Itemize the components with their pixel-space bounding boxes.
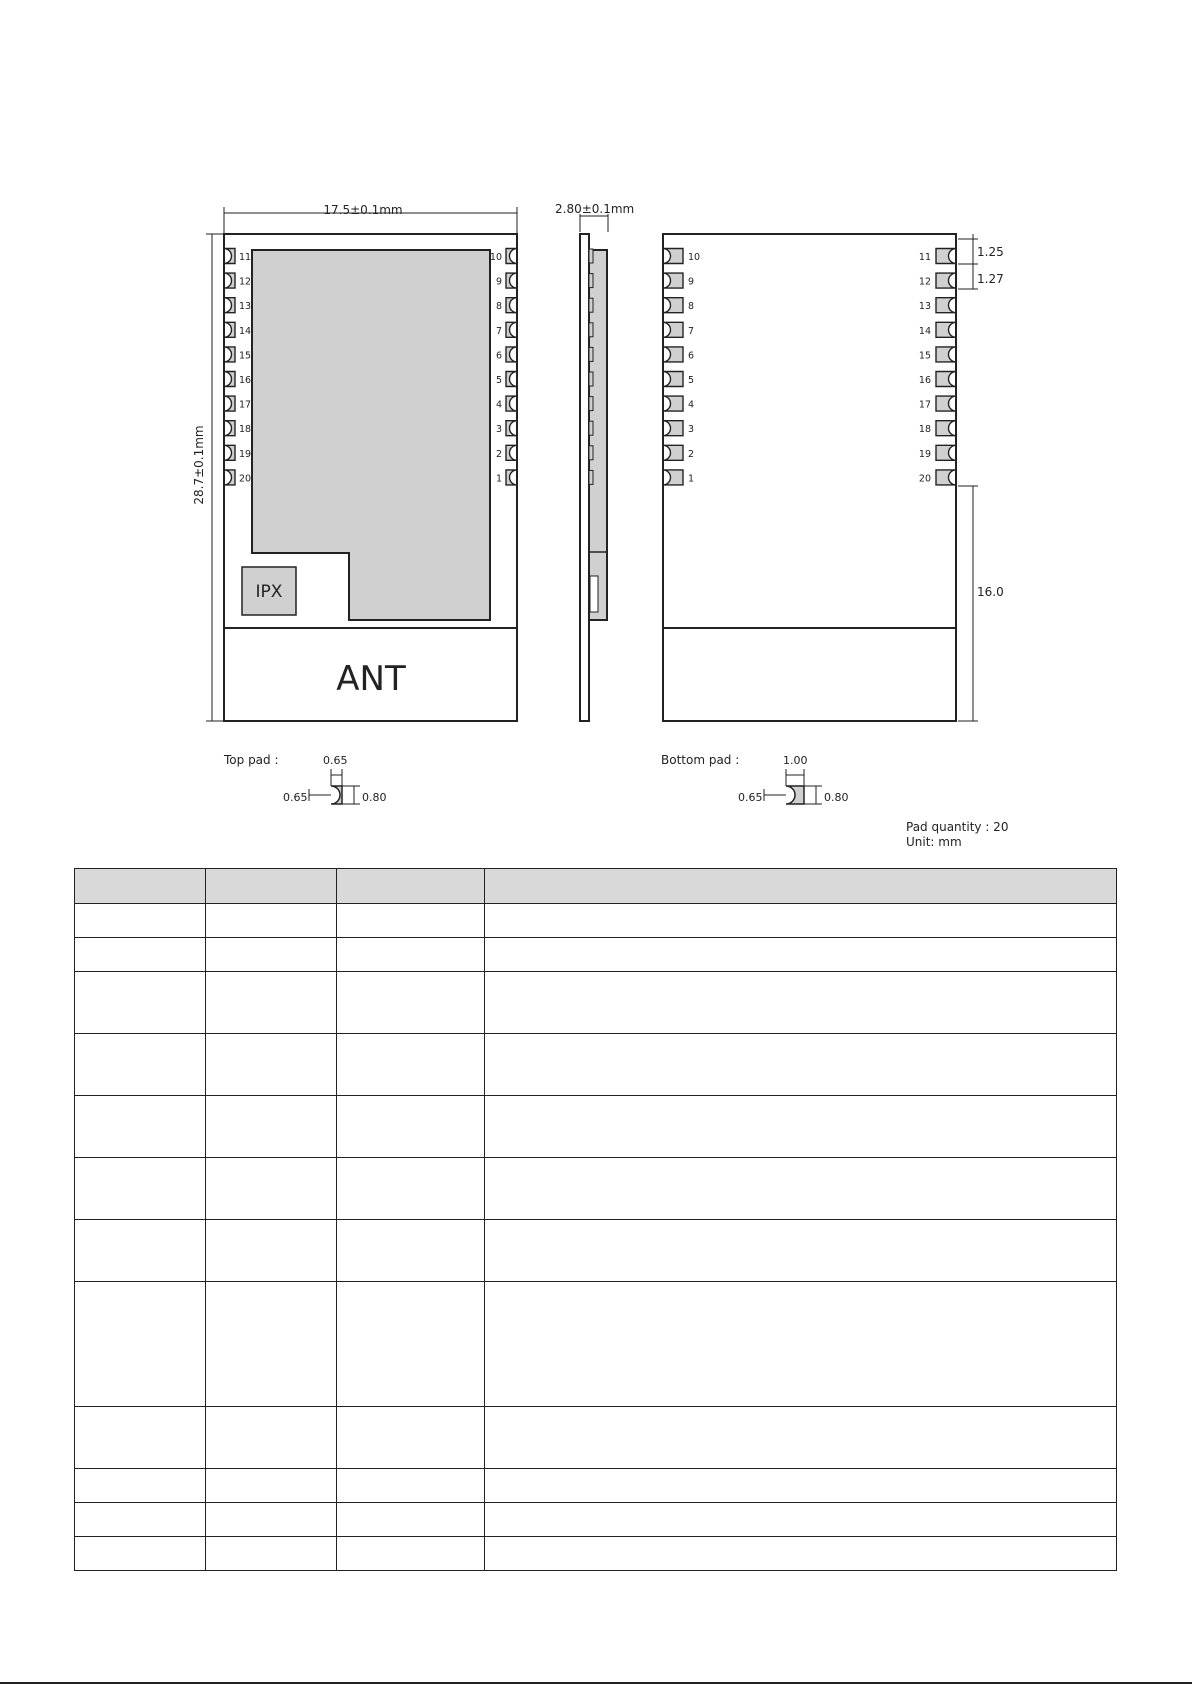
pin-number-label: 4 bbox=[495, 399, 502, 411]
pin-number-label: 15 bbox=[239, 350, 252, 362]
table-cell bbox=[206, 1407, 337, 1469]
table-cell bbox=[337, 1503, 485, 1537]
pin-number-label: 9 bbox=[688, 276, 695, 288]
pin-number-label: 11 bbox=[239, 252, 252, 263]
pin-number-label: 16 bbox=[239, 375, 252, 386]
top-pad-height-label: 0.80 bbox=[362, 791, 387, 804]
side-pad-tick bbox=[589, 323, 593, 337]
table-cell bbox=[485, 1537, 1117, 1571]
table-cell bbox=[75, 1096, 206, 1158]
table-cell bbox=[75, 1220, 206, 1282]
pin-number-label: 14 bbox=[918, 325, 931, 337]
table-cell bbox=[485, 1282, 1117, 1407]
side-pad-tick bbox=[589, 347, 593, 361]
pin-number-label: 5 bbox=[495, 375, 502, 386]
pin-number-label: 3 bbox=[495, 424, 502, 436]
pin-number-label: 12 bbox=[239, 276, 252, 288]
table-cell bbox=[485, 1503, 1117, 1537]
table-cell bbox=[485, 1469, 1117, 1503]
top-pad-left-label: 0.65 bbox=[283, 791, 308, 804]
side-pad-tick bbox=[589, 470, 593, 484]
table-row bbox=[75, 972, 1117, 1034]
top-view bbox=[192, 203, 517, 721]
side-pad-tick bbox=[589, 421, 593, 435]
top-pad-shape bbox=[331, 786, 342, 804]
pin-number-label: 16 bbox=[918, 375, 931, 386]
top-pad-detail bbox=[223, 753, 387, 804]
pin-number-label: 15 bbox=[918, 350, 931, 362]
table-cell bbox=[485, 1096, 1117, 1158]
ipx-label: IPX bbox=[255, 582, 283, 602]
first-pin-offset-label: 1.25 bbox=[977, 245, 1004, 259]
table-cell bbox=[206, 1034, 337, 1096]
pin-number-label: 7 bbox=[688, 325, 695, 337]
table-header-cell bbox=[206, 869, 337, 904]
pin-number-label: 17 bbox=[918, 399, 931, 411]
bottom-clearance-label: 16.0 bbox=[977, 585, 1004, 599]
table-cell bbox=[75, 1158, 206, 1220]
table-cell bbox=[75, 904, 206, 938]
table-row bbox=[75, 1503, 1117, 1537]
table-cell bbox=[485, 904, 1117, 938]
table-row bbox=[75, 938, 1117, 972]
antenna-label: ANT bbox=[336, 659, 406, 699]
table-header-cell bbox=[485, 869, 1117, 904]
pin-number-label: 13 bbox=[918, 301, 931, 313]
table-cell bbox=[337, 1034, 485, 1096]
pin-number-label: 6 bbox=[688, 350, 695, 362]
table-cell bbox=[206, 1158, 337, 1220]
bottom-view bbox=[663, 234, 1004, 721]
pin-number-label: 20 bbox=[918, 473, 931, 485]
pin-number-label: 14 bbox=[239, 325, 252, 337]
pin-number-label: 1 bbox=[495, 473, 502, 485]
side-pad-tick bbox=[589, 298, 593, 312]
table-cell bbox=[206, 1503, 337, 1537]
pin-number-label: 8 bbox=[688, 301, 695, 313]
unit-note: Unit: mm bbox=[906, 835, 962, 849]
table-cell bbox=[337, 972, 485, 1034]
pad-quantity-note: Pad quantity : 20 bbox=[906, 820, 1009, 834]
bottom-pad-height-label: 0.80 bbox=[824, 791, 849, 804]
table-cell bbox=[206, 938, 337, 972]
pin-number-label: 18 bbox=[918, 424, 931, 436]
pin-number-label: 20 bbox=[239, 473, 252, 485]
pin-number-label: 1 bbox=[688, 473, 695, 485]
table-cell bbox=[75, 1537, 206, 1571]
table-cell bbox=[337, 1469, 485, 1503]
pin-number-label: 12 bbox=[918, 276, 931, 288]
pin-number-label: 2 bbox=[688, 448, 695, 460]
table-cell bbox=[206, 904, 337, 938]
table-cell bbox=[337, 1220, 485, 1282]
table-cell bbox=[337, 904, 485, 938]
pin-number-label: 7 bbox=[495, 325, 502, 337]
table-cell bbox=[206, 1537, 337, 1571]
pin-number-label: 19 bbox=[918, 448, 931, 460]
table-cell bbox=[337, 938, 485, 972]
width-dimension-label: 17.5±0.1mm bbox=[323, 203, 403, 217]
top-pad-label: Top pad : bbox=[224, 753, 279, 767]
pin-number-label: 18 bbox=[239, 424, 252, 436]
pin-number-label: 3 bbox=[688, 424, 695, 436]
pin-number-label: 8 bbox=[495, 301, 502, 313]
table-row bbox=[75, 904, 1117, 938]
table-row bbox=[75, 1282, 1117, 1407]
table-cell bbox=[206, 1096, 337, 1158]
side-pad-tick bbox=[589, 397, 593, 411]
table-cell bbox=[485, 938, 1117, 972]
bottom-pad-detail bbox=[661, 753, 849, 804]
pin-number-label: 2 bbox=[495, 448, 502, 460]
bottom-pad-width-label: 1.00 bbox=[783, 754, 808, 767]
table-header-row bbox=[75, 869, 1117, 904]
pin-number-label: 5 bbox=[688, 375, 695, 386]
table-cell bbox=[75, 1034, 206, 1096]
thickness-dimension-label: 2.80±0.1mm bbox=[555, 202, 635, 216]
table-row bbox=[75, 1407, 1117, 1469]
table-cell bbox=[485, 1034, 1117, 1096]
table-row bbox=[75, 1158, 1117, 1220]
side-pad-tick bbox=[589, 249, 593, 263]
side-view bbox=[555, 202, 634, 721]
table-cell bbox=[337, 1158, 485, 1220]
bottom-pad-left-label: 0.65 bbox=[738, 791, 763, 804]
table-cell bbox=[75, 972, 206, 1034]
pin-number-label: 10 bbox=[489, 252, 502, 263]
top-pad-width-label: 0.65 bbox=[323, 754, 348, 767]
side-pad-tick bbox=[589, 446, 593, 460]
table-cell bbox=[485, 1407, 1117, 1469]
table-cell bbox=[206, 1282, 337, 1407]
table-cell bbox=[206, 972, 337, 1034]
side-pcb bbox=[580, 234, 589, 721]
table-cell bbox=[75, 1469, 206, 1503]
pin-number-label: 6 bbox=[495, 350, 502, 362]
table-cell bbox=[75, 1407, 206, 1469]
side-pad-tick bbox=[589, 372, 593, 386]
pin-number-label: 11 bbox=[918, 252, 931, 263]
table-cell bbox=[337, 1096, 485, 1158]
pin-pitch-label: 1.27 bbox=[977, 272, 1004, 286]
table-row bbox=[75, 1537, 1117, 1571]
pin-number-label: 9 bbox=[495, 276, 502, 288]
table-header-cell bbox=[337, 869, 485, 904]
table-row bbox=[75, 1220, 1117, 1282]
table-cell bbox=[206, 1469, 337, 1503]
page-bottom-rule bbox=[0, 1682, 1192, 1684]
table-cell bbox=[485, 1220, 1117, 1282]
pin-number-label: 19 bbox=[239, 448, 252, 460]
table-header-cell bbox=[75, 869, 206, 904]
bottom-pad-label: Bottom pad : bbox=[661, 753, 740, 767]
table-cell bbox=[75, 938, 206, 972]
table-row bbox=[75, 1096, 1117, 1158]
table-cell bbox=[337, 1282, 485, 1407]
table-row bbox=[75, 1469, 1117, 1503]
table-cell bbox=[206, 1220, 337, 1282]
pin-number-label: 10 bbox=[688, 252, 701, 263]
module-outline-bottom bbox=[663, 234, 956, 721]
table-row bbox=[75, 1034, 1117, 1096]
table-cell bbox=[75, 1503, 206, 1537]
pin-number-label: 13 bbox=[239, 301, 252, 313]
table-cell bbox=[337, 1407, 485, 1469]
table-cell bbox=[337, 1537, 485, 1571]
pin-number-label: 17 bbox=[239, 399, 252, 411]
height-dimension-label: 28.7±0.1mm bbox=[192, 425, 206, 505]
pin-definition-table bbox=[74, 868, 1117, 1571]
bottom-pad-shape bbox=[786, 786, 804, 804]
table-cell bbox=[485, 972, 1117, 1034]
side-pad-tick bbox=[589, 274, 593, 288]
pin-number-label: 4 bbox=[688, 399, 695, 411]
table-cell bbox=[75, 1282, 206, 1407]
table-cell bbox=[485, 1158, 1117, 1220]
